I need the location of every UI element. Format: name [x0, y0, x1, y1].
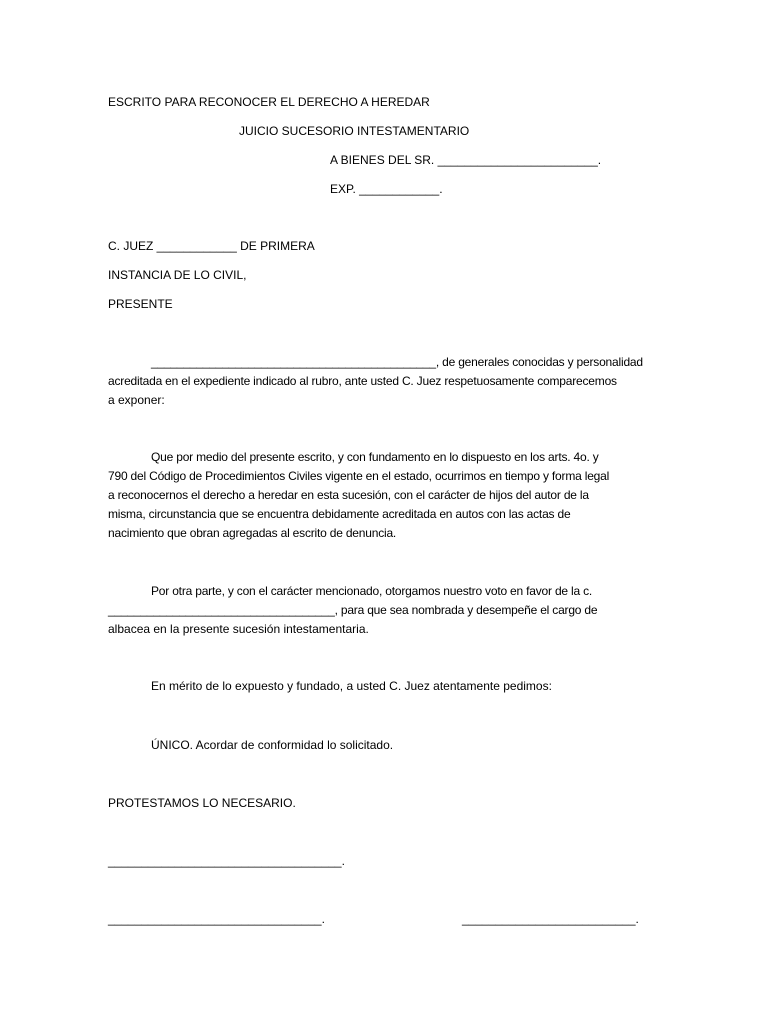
file-number-line: EXP. ____________.: [330, 182, 443, 196]
paragraph-3-line-1: Por otra parte, y con el carácter mencionado, otorgamos nuestro voto en favor de la c.: [151, 584, 593, 598]
paragraph-1-line-1: ____________________________________________, de generales conocidas y personalidad: [151, 355, 643, 369]
protest-line: PROTESTAMOS LO NECESARIO.: [108, 796, 296, 810]
addressee-line-3: PRESENTE: [108, 297, 173, 311]
paragraph-2-line-3: a reconocernos el derecho a heredar en esta sucesión, con el carácter de hijos del autor de la: [108, 488, 589, 502]
case-type: JUICIO SUCESORIO INTESTAMENTARIO: [239, 124, 470, 138]
paragraph-3-line-3: albacea en la presente sucesión intestamentaria.: [108, 622, 369, 636]
document-title: ESCRITO PARA RECONOCER EL DERECHO A HEREDAR: [108, 95, 430, 109]
paragraph-1-line-2: acreditada en el expediente indicado al rubro, ante usted C. Juez respetuosamente comparecemos: [108, 374, 617, 388]
signature-line-3: __________________________.: [462, 912, 639, 926]
signature-line-2: ________________________________.: [108, 912, 325, 926]
paragraph-4-line-1: En mérito de lo expuesto y fundado, a usted C. Juez atentamente pedimos:: [151, 679, 552, 693]
paragraph-2-line-1: Que por medio del presente escrito, y con fundamento en lo dispuesto en los arts. 4o. y: [151, 450, 599, 464]
addressee-line-2: INSTANCIA DE LO CIVIL,: [108, 268, 247, 282]
estate-of-line: A BIENES DEL SR. ________________________.: [330, 153, 602, 167]
paragraph-2-line-4: misma, circunstancia que se encuentra debidamente acreditada en autos con las actas de: [108, 507, 571, 521]
paragraph-1-line-3: a exponer:: [108, 393, 165, 407]
paragraph-2-line-5: nacimiento que obran agregadas al escrito de denuncia.: [108, 526, 397, 540]
paragraph-5-line-1: ÚNICO. Acordar de conformidad lo solicitado.: [151, 738, 394, 752]
paragraph-2-line-2: 790 del Código de Procedimientos Civiles vigente en el estado, ocurrimos en tiempo y forma legal: [108, 469, 610, 483]
paragraph-3-line-2: ___________________________________, para que sea nombrada y desempeñe el cargo de: [108, 603, 598, 617]
signature-line-1: ___________________________________.: [108, 854, 345, 868]
addressee-line-1: C. JUEZ ____________ DE PRIMERA: [108, 239, 315, 253]
